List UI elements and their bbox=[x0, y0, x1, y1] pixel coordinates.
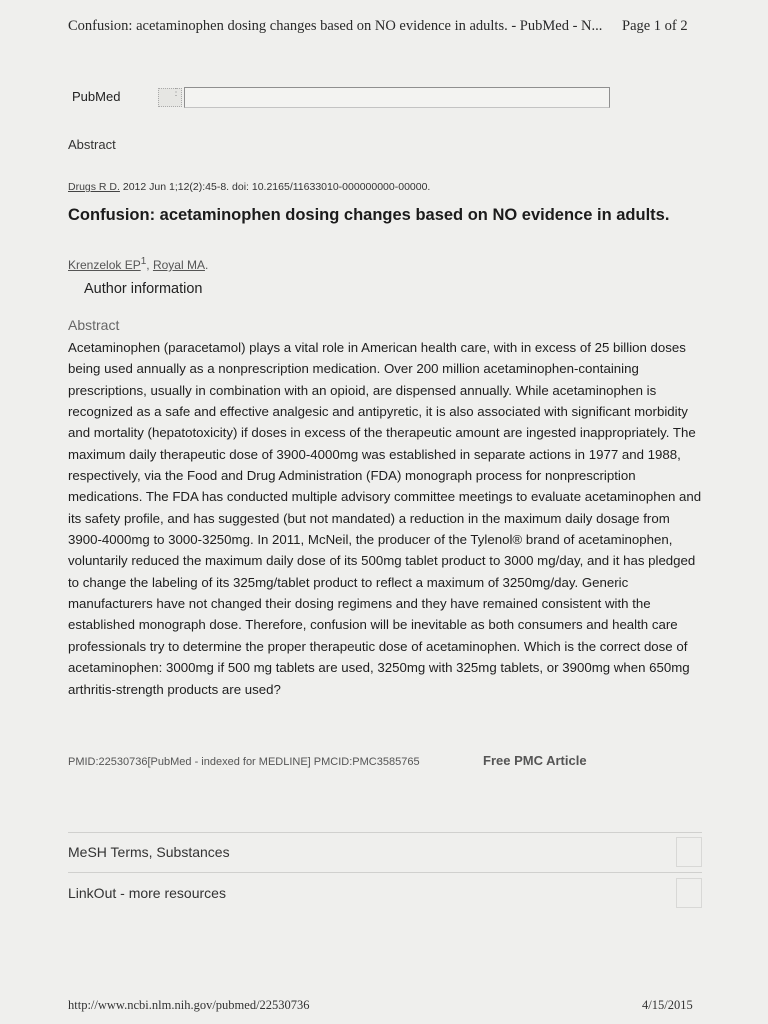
section-toggle-icon[interactable] bbox=[676, 878, 702, 908]
display-format-label[interactable]: Abstract bbox=[68, 137, 116, 152]
author-link[interactable]: Royal MA bbox=[152, 258, 205, 272]
search-input[interactable] bbox=[184, 87, 610, 108]
mesh-terms-section[interactable] bbox=[68, 837, 702, 867]
author-list: Krenzelok $EP^1$, Royal MA. bbox=[68, 256, 209, 272]
author-affiliation-sup: 1 bbox=[140, 256, 147, 267]
journal-link[interactable]: Drugs R D. bbox=[68, 181, 120, 193]
author-link[interactable]: Krenzelok EP bbox=[68, 258, 141, 272]
database-dropdown[interactable] bbox=[158, 88, 182, 107]
author-information-toggle[interactable]: Author information bbox=[84, 281, 203, 297]
database-selector-label[interactable]: PubMed bbox=[72, 89, 121, 104]
linkout-section[interactable] bbox=[68, 878, 702, 908]
section-label: LinkOut - more resources bbox=[68, 885, 226, 901]
print-page-number: Page 1 of 2 bbox=[622, 18, 688, 34]
print-footer-url: http://www.ncbi.nlm.nih.gov/pubmed/22530736 bbox=[68, 998, 310, 1012]
citation-details: 2012 Jun 1;12(2):45-8. doi: 10.2165/11633010-000000000-00000. bbox=[122, 181, 431, 193]
section-label: MeSH Terms, Substances bbox=[68, 844, 230, 860]
section-divider bbox=[68, 872, 702, 873]
article-title: Confusion: acetaminophen dosing changes based on NO evidence in adults. bbox=[68, 206, 670, 224]
section-divider bbox=[68, 832, 702, 833]
chevron-down-icon: ⋮ bbox=[171, 87, 181, 98]
print-header-title: Confusion: acetaminophen dosing changes based on NO evidence in adults. - PubMed - N... bbox=[68, 18, 603, 34]
free-pmc-article-link[interactable]: Free PMC Article bbox=[483, 753, 587, 768]
section-toggle-icon[interactable] bbox=[676, 837, 702, 867]
print-footer-date: 4/15/2015 bbox=[642, 998, 693, 1012]
citation bbox=[68, 181, 430, 193]
abstract-text: Acetaminophen (paracetamol) plays a vital role in American health care, with in excess of 25 billion doses being used annually as a nonprescription medication. Over 200 million acetaminophen-containing prescriptions, usually in combination with an opioid, are dispensed annually. While acetaminophen is recognized as a safe and effective analgesic and antipyretic, it is also associated with significant morbidity and mortality (hepatotoxicity) if doses in excess of the therapeutic amount are ingested inappropriately. The maximum daily therapeutic dose of 3900-4000mg was established in separate actions in 1977 and 1988, respectively, via the Food and Drug Administration (FDA) monograph process for nonprescription medications. The FDA has conducted multiple advisory committee meetings to evaluate acetaminophen and its safety profile, and has suggested (but not mandated) a reduction in the maximum daily dosage from 3900-4000mg to 3000-3250mg. In 2011, McNeil, the producer of the Tylenol® brand of acetaminophen, voluntarily reduced the maximum daily dose of its 500mg tablet product to 3000 mg/day, and it has pledged to change the labeling of its 325mg/tablet product to reflect a maximum of 3250mg/day. Generic manufacturers have not changed their dosing regimens and they have remained consistent with the established monograph dose. Therefore, confusion will be inevitable as both consumers and health care professionals try to determine the proper therapeutic dose of acetaminophen. Which is the correct dose of acetaminophen: 3000mg if 500 mg tablets are used, 3250mg with 325mg tablets, or 3900mg when 650mg arthritis-strength products are used? bbox=[68, 340, 702, 697]
abstract-heading: Abstract bbox=[68, 317, 120, 333]
pmid-pmcid-line: PMID:22530736[PubMed - indexed for MEDLINE] PMCID:PMC3585765 bbox=[68, 756, 420, 768]
